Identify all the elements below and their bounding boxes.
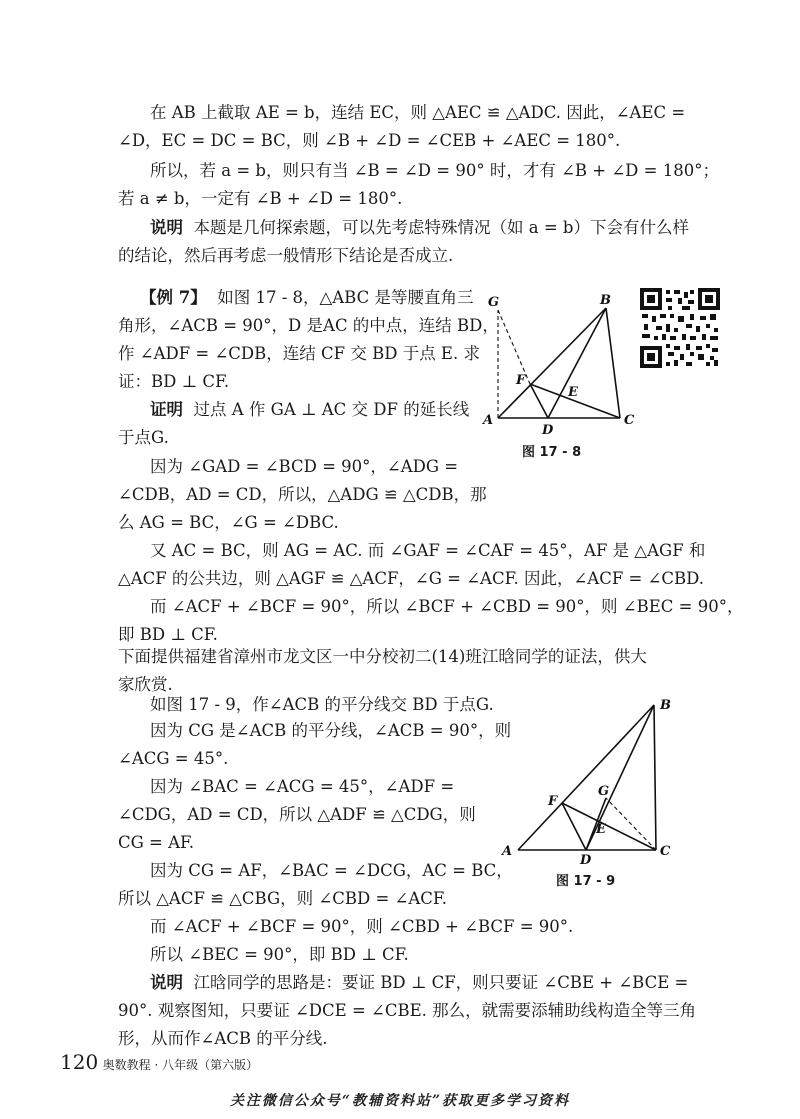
note-paragraph [150,217,689,239]
point-label-b: B [660,698,671,713]
text-line: 形，从而作∠ACB 的平分线. [118,1029,328,1048]
point-label-f: F [516,373,526,388]
note-label: 说明 [150,973,183,992]
book-title: 奥数教程 · 八年级（第六版） [102,1058,259,1072]
point-label-d: D [542,423,554,438]
point-label-b: B [600,293,611,308]
text-line: ∠ACG = 45°. [118,749,229,768]
note-label: 说明 [150,218,183,237]
point-label-c: C [624,413,635,428]
point-label-e: E [568,385,578,400]
text-line: ∠CDG，AD = CD，所以 △ADF ≌ △CDG，则 [118,805,476,824]
point-label-c: C [660,844,671,859]
text-line: CG = AF. [118,833,195,852]
point-label-a: A [483,413,494,428]
segment-df [562,803,586,850]
qr-code-icon [640,288,720,368]
segment-cb [654,705,656,850]
text-line: 所以 △ACF ≌ △CBG，则 ∠CBD = ∠ACF. [118,889,448,908]
text-line: 如图 17 - 8，△ABC 是等腰直角三 [217,288,474,307]
watermark: 关注微信公众号“教辅资料站”获取更多学习资料 [229,1093,571,1109]
text-line: 而 ∠ACF + ∠BCF = 90°，所以 ∠BCF + ∠CBD = 90°，则 ∠BEC = 90°， [150,597,744,616]
text-line: 所以 ∠BEC = 90°，即 BD ⊥ CF. [150,945,409,964]
proof-paragraph [150,399,469,421]
segment-cb [606,308,620,418]
text-line: ∠D，EC = DC = BC，则 ∠B + ∠D = ∠CEB + ∠AEC = 180°. [118,131,621,150]
text-line: 证：BD ⊥ CF. [118,372,230,391]
figure-17-9-caption: 图 17 - 9 [556,874,616,889]
segment-cg-dashed [606,798,656,850]
figure-17-9-svg [500,695,680,865]
figure-17-8 [478,288,638,438]
text-line: 因为 ∠BAC = ∠ACG = 45°，∠ADF = [150,777,455,796]
text-line: 如图 17 - 9，作∠ACB 的平分线交 BD 于点G. [150,695,494,714]
text-line: 于点G. [118,428,169,447]
text-line: 90°. 观察图知，只要证 ∠DCE = ∠CBE. 那么，就需要添辅助线构造全等三角 [118,1001,697,1020]
text-line: 而 ∠ACF + ∠BCF = 90°，则 ∠CBD + ∠BCF = 90°. [150,917,574,936]
segment-ab [498,308,606,418]
text-line: 在 AB 上截取 AE = b，连结 EC，则 △AEC ≌ △ADC. 因此，∠AEC = [150,103,686,122]
text-line: 因为 ∠GAD = ∠BCD = 90°，∠ADG = [150,457,459,476]
text-line: 因为 CG = AF，∠BAC = ∠DCG，AC = BC， [150,861,513,880]
text-line: 又 AC = BC，则 AG = AC. 而 ∠GAF = ∠CAF = 45°，AF 是 △AGF 和 [150,541,706,560]
text-line: 江晗同学的思路是：要证 BD ⊥ CF，则只要证 ∠CBE + ∠BCE = [193,973,689,992]
text-line: 所以，若 a = b，则只有当 ∠B = ∠D = 90° 时，才有 ∠B + ∠D = 180°； [150,161,719,180]
text-line: 么 AG = BC，∠G = ∠DBC. [118,513,339,532]
point-label-f: F [548,794,558,809]
text-line: 即 BD ⊥ CF. [118,625,218,644]
text-line: △ACF 的公共边，则 △AGF ≌ △ACF，∠G = ∠ACF. 因此，∠ACF = ∠CBD. [118,569,705,588]
figure-17-8-caption: 图 17 - 8 [522,445,582,460]
figure-17-8-svg [478,288,638,438]
text-line: 本题是几何探索题，可以先考虑特殊情况（如 a = b）下会有什么样 [193,218,689,237]
text-line: 的结论，然后再考虑一般情形下结论是否成立. [118,246,454,265]
text-line: 作 ∠ADF = ∠CDB，连结 CF 交 BD 于点 E. 求 [118,344,480,363]
page-number: 120 [60,1050,99,1074]
point-label-e: E [596,822,606,837]
segment-cf [562,803,656,850]
text-line: 角形，∠ACB = 90°，D 是AC 的中点，连结 BD， [118,316,499,335]
page-footer [60,1050,258,1074]
point-label-g: G [488,295,500,310]
text-line: 过点 A 作 GA ⊥ AC 交 DF 的延长线 [193,400,470,419]
text-line: 因为 CG 是∠ACB 的平分线，∠ACB = 90°，则 [150,721,512,740]
example-label: 【例 7】 [140,288,207,307]
point-label-g: G [598,784,610,799]
text-line: 若 a ≠ b，一定有 ∠B + ∠D = 180°. [118,189,403,208]
note-paragraph [150,972,688,994]
example-heading [140,287,473,309]
text-line: 下面提供福建省漳州市龙文区一中分校初二(14)班江晗同学的证法，供大 [118,647,647,666]
point-label-d: D [580,853,592,865]
text-line: ∠CDB，AD = CD，所以，△ADG ≌ △CDB，那 [118,485,487,504]
segment-ab [518,705,654,850]
point-label-a: A [502,844,513,859]
figure-17-9 [500,695,680,865]
proof-label: 证明 [150,400,183,419]
text-line: 家欣赏. [118,675,173,694]
